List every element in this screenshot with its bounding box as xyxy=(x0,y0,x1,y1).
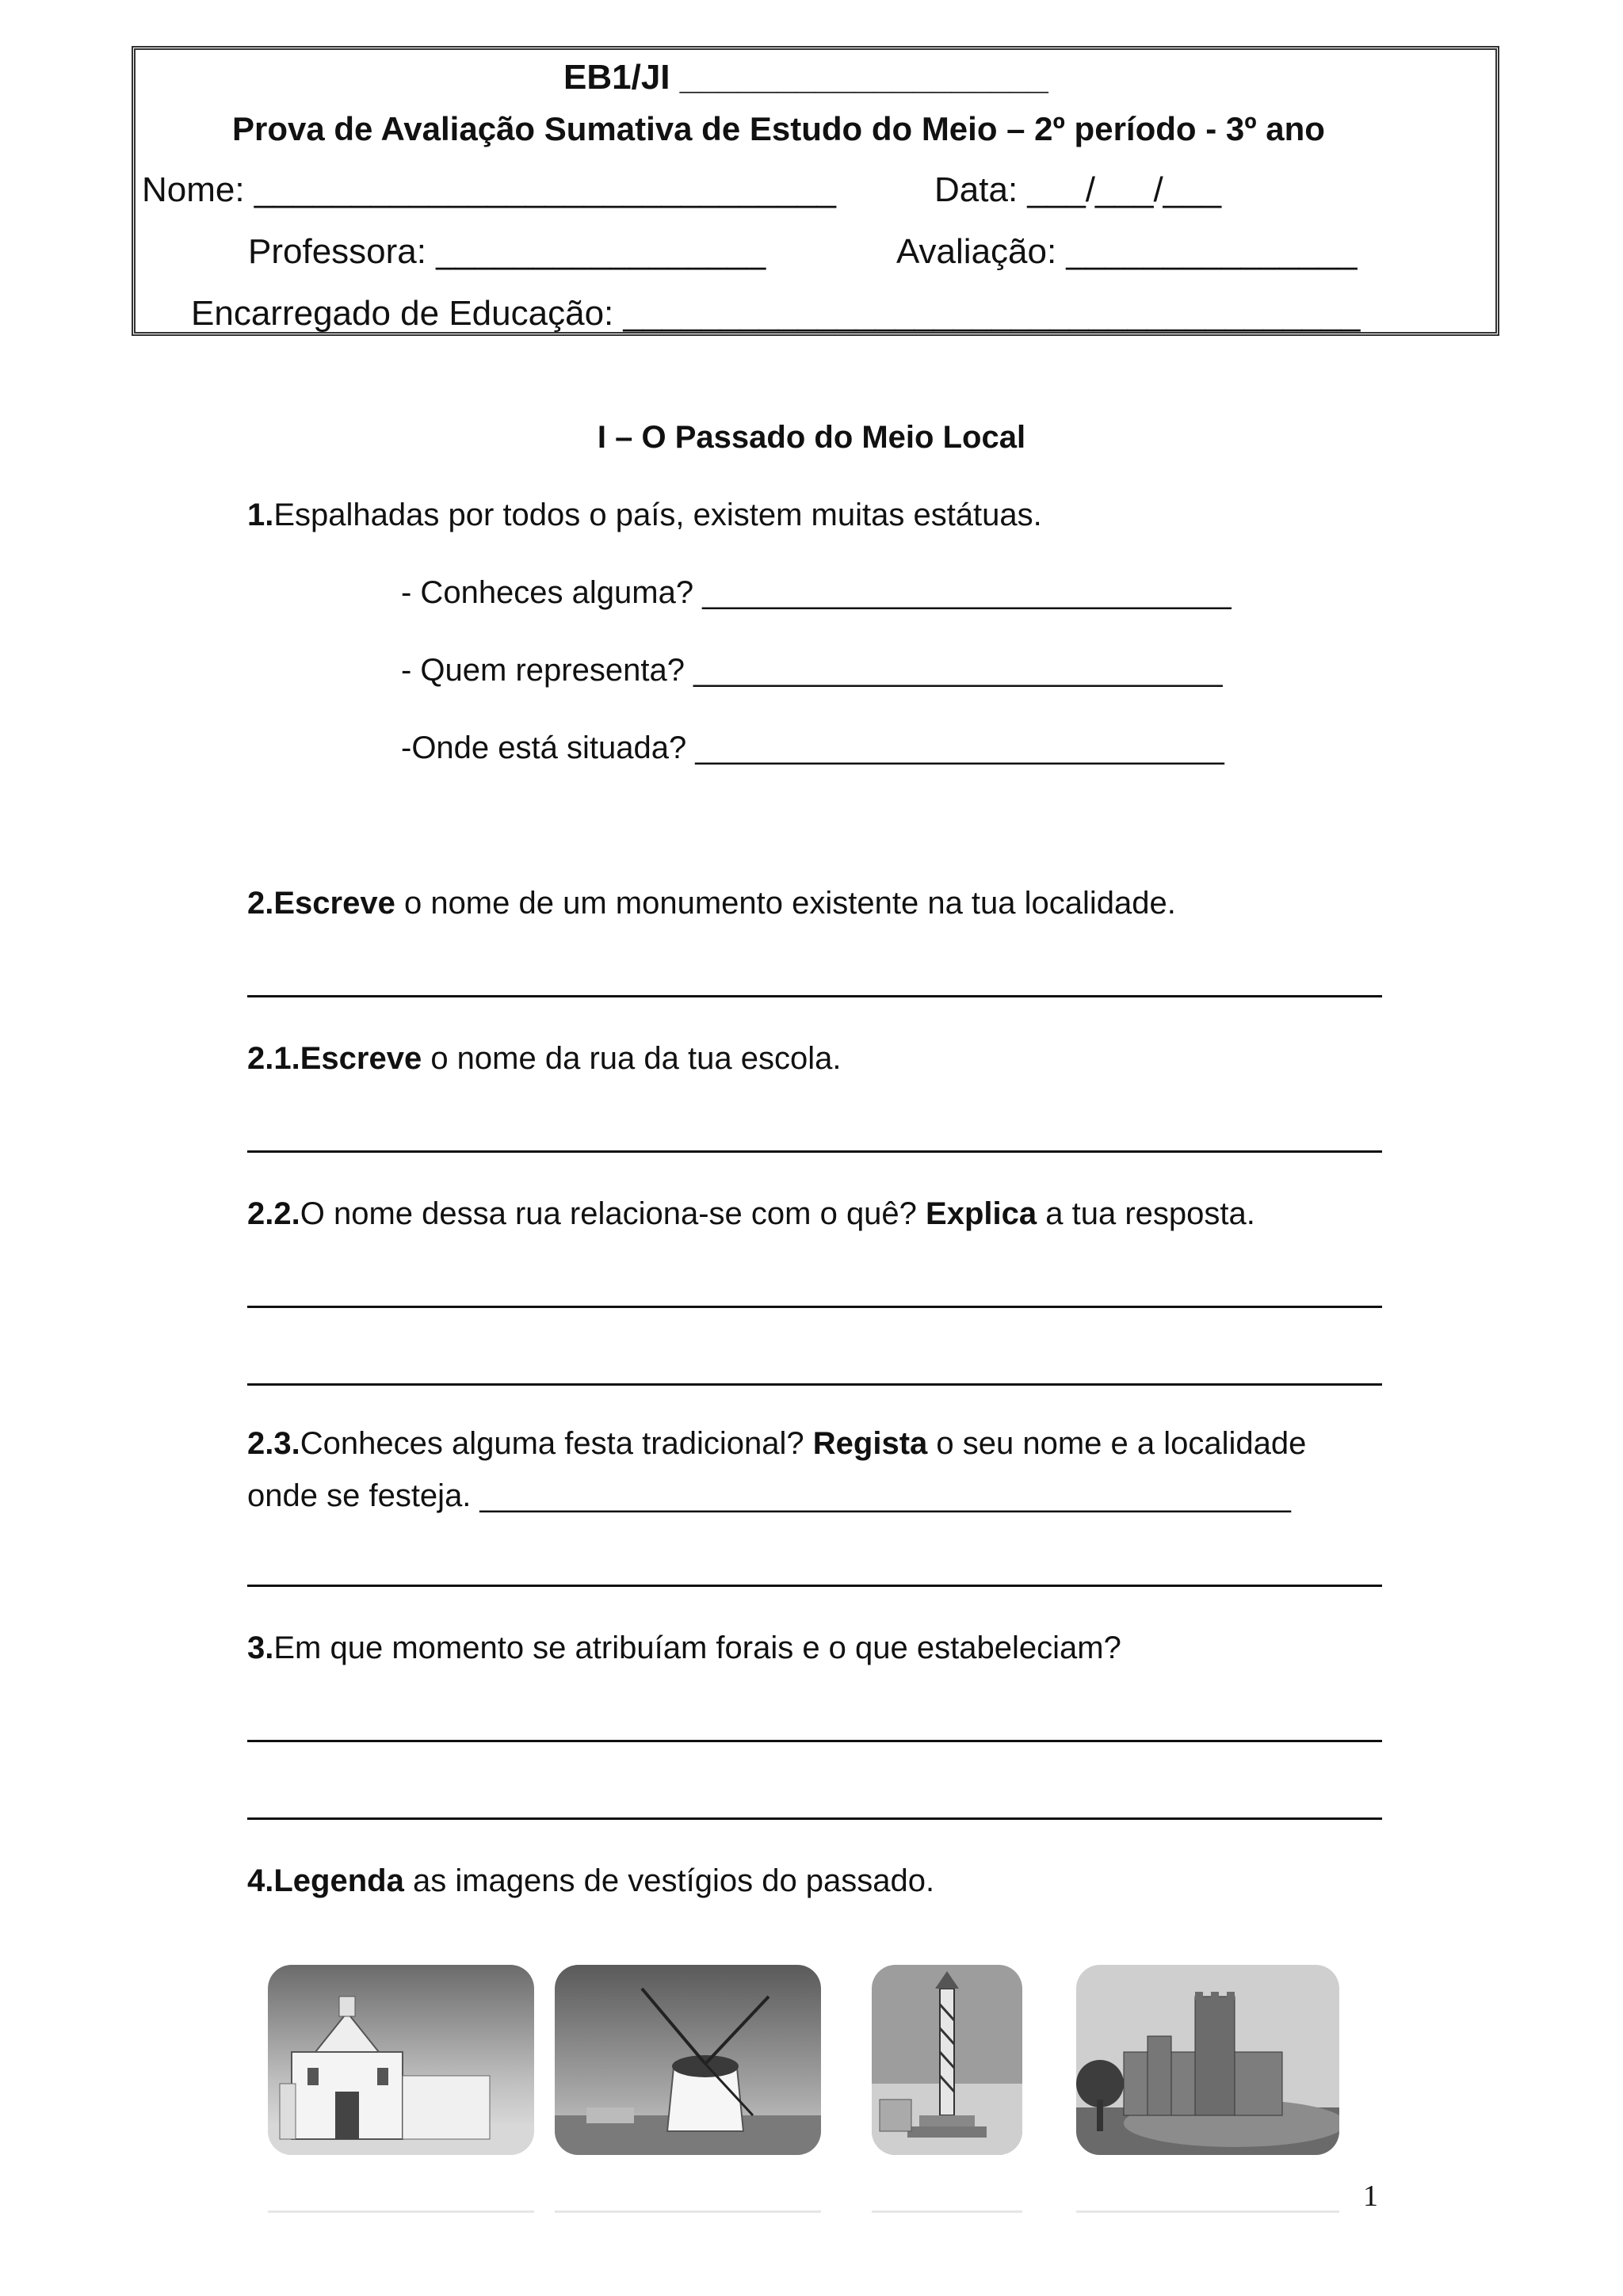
school-field: EB1/JI ___________________ xyxy=(563,58,1048,97)
teacher-field: Professora: _________________ xyxy=(248,232,766,271)
question-text: Conheces alguma festa tradicional? xyxy=(300,1426,813,1461)
question-number: 2.3. xyxy=(247,1426,300,1461)
answer-line xyxy=(247,1740,1382,1742)
question-1-sub-1: - Conheces alguma? ______________________________ xyxy=(401,575,1232,610)
question-text: Espalhadas por todos o país, existem muitas estátuas. xyxy=(273,498,1042,532)
exam-title: Prova de Avaliação Sumativa de Estudo do Meio – 2º período - 3º ano xyxy=(232,110,1325,147)
caption-line xyxy=(555,2210,821,2213)
question-text: Em que momento se atribuíam forais e o que estabeleciam? xyxy=(273,1630,1121,1665)
guardian-field: Encarregado de Educação: ______________________________________ xyxy=(191,294,1361,333)
church-photo xyxy=(268,1965,534,2155)
caption-line xyxy=(1076,2210,1339,2213)
question-verb: Explica xyxy=(926,1196,1037,1231)
section-title: I – O Passado do Meio Local xyxy=(597,420,1026,455)
pillory-photo xyxy=(872,1965,1022,2155)
question-text-end: o seu nome e a localidade xyxy=(927,1426,1307,1461)
answer-line xyxy=(247,1150,1382,1153)
castle-photo xyxy=(1076,1965,1339,2155)
answer-line xyxy=(247,1306,1382,1308)
question-number: 2.1. xyxy=(247,1041,300,1076)
question-verb: Regista xyxy=(812,1426,928,1461)
question-text: o nome da rua da tua escola. xyxy=(422,1041,842,1076)
answer-line xyxy=(247,1817,1382,1820)
question-number: 4. xyxy=(247,1863,274,1898)
answer-line xyxy=(247,995,1382,997)
question-text: as imagens de vestígios do passado. xyxy=(403,1863,935,1898)
page-number: 1 xyxy=(1363,2180,1378,2213)
question-verb: Escreve xyxy=(273,886,395,921)
windmill-photo xyxy=(555,1965,821,2155)
evaluation-field: Avaliação: _______________ xyxy=(896,232,1358,271)
question-1-sub-3: -Onde está situada? ______________________________ xyxy=(401,730,1224,765)
question-3 xyxy=(247,1630,1121,1666)
question-1-sub-2: - Quem representa? ______________________________ xyxy=(401,653,1223,688)
name-field: Nome: ______________________________ xyxy=(142,170,836,209)
question-number: 2. xyxy=(247,886,274,921)
caption-line xyxy=(268,2210,534,2213)
question-2-3 xyxy=(247,1426,1306,1462)
question-verb: Legenda xyxy=(273,1863,404,1898)
question-text-end: a tua resposta. xyxy=(1037,1196,1255,1231)
question-2 xyxy=(247,886,1176,921)
question-text: O nome dessa rua relaciona-se com o quê? xyxy=(300,1196,926,1231)
question-4 xyxy=(247,1863,934,1899)
answer-line xyxy=(247,1383,1382,1386)
question-verb: Escreve xyxy=(300,1041,422,1076)
question-number: 1. xyxy=(247,498,274,532)
question-2-1 xyxy=(247,1041,841,1077)
question-number: 3. xyxy=(247,1630,274,1665)
question-number: 2.2. xyxy=(247,1196,300,1231)
caption-line xyxy=(872,2210,1022,2213)
date-field: Data: ___/___/___ xyxy=(934,170,1222,209)
question-2-2 xyxy=(247,1196,1255,1232)
question-1 xyxy=(247,498,1042,533)
question-text: o nome de um monumento existente na tua localidade. xyxy=(395,886,1176,921)
question-2-3-line-2: onde se festeja. ______________________________________________ xyxy=(247,1478,1291,1513)
header-box xyxy=(132,46,1499,336)
answer-line xyxy=(247,1585,1382,1587)
